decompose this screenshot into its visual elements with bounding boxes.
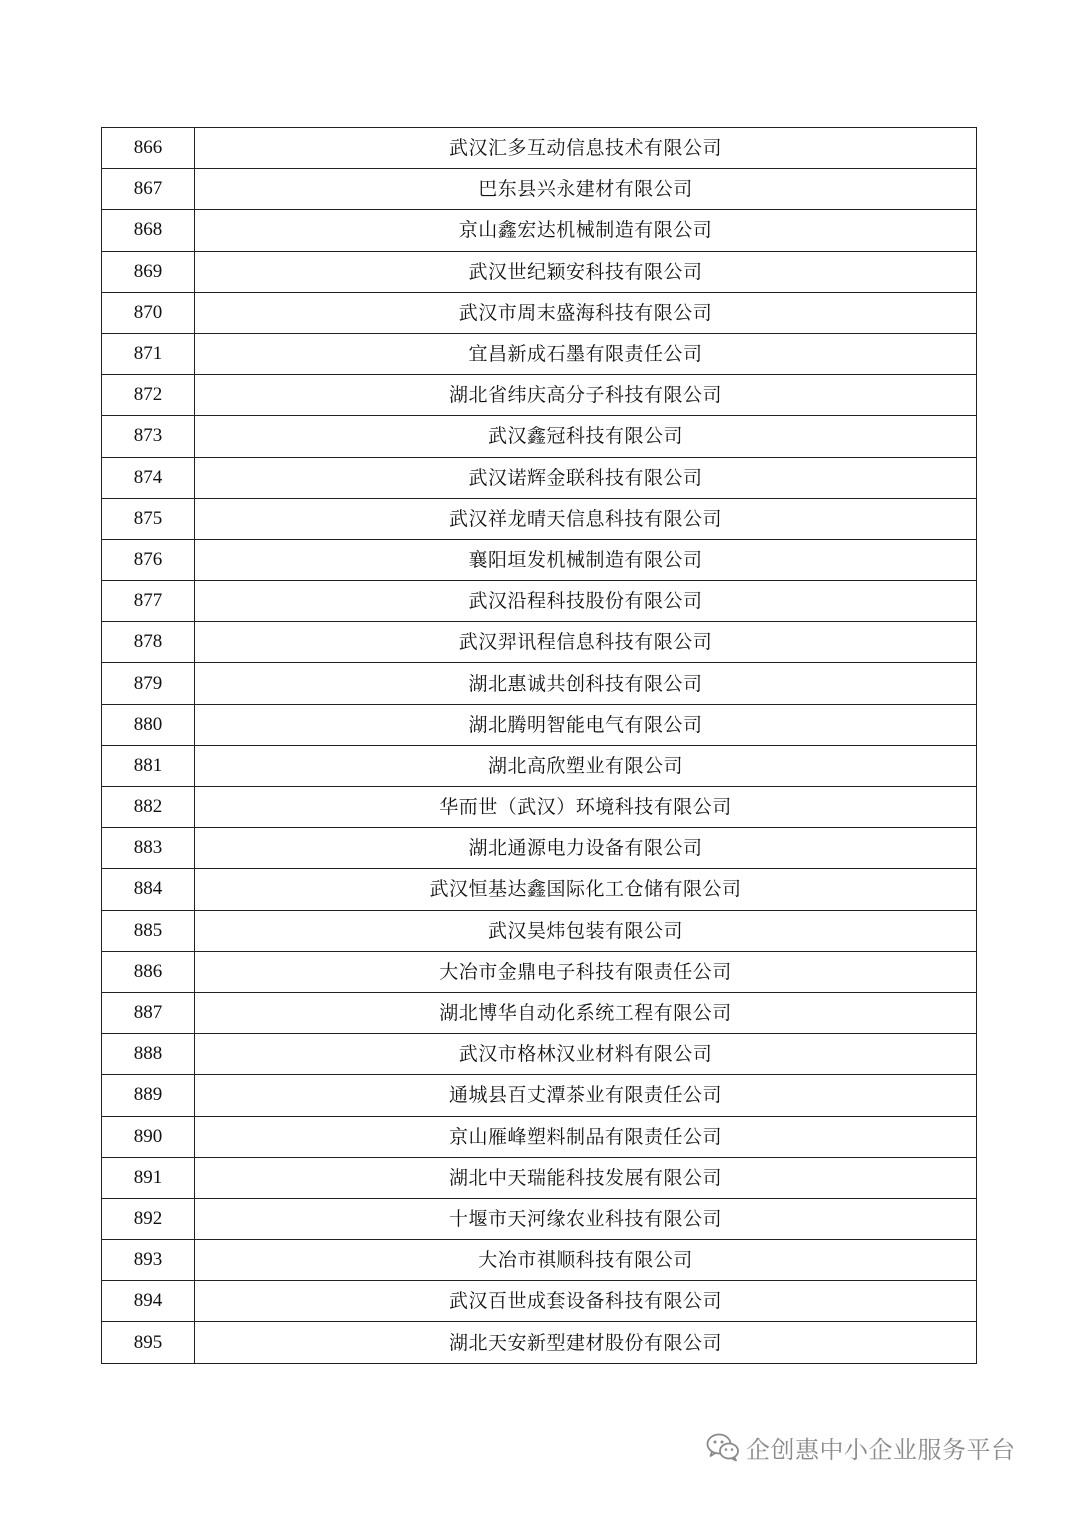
company-name-cell: 湖北高欣塑业有限公司 <box>195 745 977 786</box>
row-number-cell: 893 <box>102 1240 195 1281</box>
table-row <box>102 704 977 745</box>
row-number-cell: 880 <box>102 704 195 745</box>
company-name-cell: 武汉羿讯程信息科技有限公司 <box>195 622 977 663</box>
company-name-cell: 京山鑫宏达机械制造有限公司 <box>195 210 977 251</box>
row-number-cell: 870 <box>102 292 195 333</box>
company-name-cell: 京山雁峰塑料制品有限责任公司 <box>195 1116 977 1157</box>
table-row <box>102 416 977 457</box>
table-row <box>102 1198 977 1239</box>
table-row <box>102 663 977 704</box>
table-row <box>102 333 977 374</box>
row-number-cell: 883 <box>102 828 195 869</box>
company-name-cell: 武汉市格林汉业材料有限公司 <box>195 1034 977 1075</box>
table-row <box>102 1281 977 1322</box>
watermark <box>706 1427 1016 1467</box>
company-name-cell: 宜昌新成石墨有限责任公司 <box>195 333 977 374</box>
company-name-cell: 湖北腾明智能电气有限公司 <box>195 704 977 745</box>
row-number-cell: 885 <box>102 910 195 951</box>
company-name-cell: 襄阳垣发机械制造有限公司 <box>195 539 977 580</box>
row-number-cell: 892 <box>102 1198 195 1239</box>
company-name-cell: 武汉昊炜包装有限公司 <box>195 910 977 951</box>
table-row <box>102 745 977 786</box>
table-row <box>102 210 977 251</box>
company-name-cell: 湖北中天瑞能科技发展有限公司 <box>195 1157 977 1198</box>
company-name-cell: 通城县百丈潭茶业有限责任公司 <box>195 1075 977 1116</box>
table-row <box>102 457 977 498</box>
company-name-cell: 湖北博华自动化系统工程有限公司 <box>195 992 977 1033</box>
wechat-icon <box>706 1432 740 1462</box>
table-row <box>102 128 977 169</box>
table-row <box>102 169 977 210</box>
row-number-cell: 895 <box>102 1322 195 1363</box>
company-name-cell: 武汉百世成套设备科技有限公司 <box>195 1281 977 1322</box>
row-number-cell: 882 <box>102 787 195 828</box>
company-name-cell: 武汉鑫冠科技有限公司 <box>195 416 977 457</box>
row-number-cell: 876 <box>102 539 195 580</box>
company-name-cell: 湖北通源电力设备有限公司 <box>195 828 977 869</box>
row-number-cell: 891 <box>102 1157 195 1198</box>
table-row <box>102 539 977 580</box>
row-number-cell: 884 <box>102 869 195 910</box>
row-number-cell: 881 <box>102 745 195 786</box>
company-name-cell: 大冶市金鼎电子科技有限责任公司 <box>195 951 977 992</box>
company-name-cell: 武汉市周末盛海科技有限公司 <box>195 292 977 333</box>
company-name-cell: 武汉诺辉金联科技有限公司 <box>195 457 977 498</box>
table-row <box>102 1034 977 1075</box>
table-row <box>102 951 977 992</box>
company-name-cell: 巴东县兴永建材有限公司 <box>195 169 977 210</box>
company-name-cell: 湖北省纬庆高分子科技有限公司 <box>195 375 977 416</box>
row-number-cell: 894 <box>102 1281 195 1322</box>
company-name-cell: 武汉祥龙晴天信息科技有限公司 <box>195 498 977 539</box>
company-list-table <box>101 127 977 1364</box>
company-name-cell: 武汉汇多互动信息技术有限公司 <box>195 128 977 169</box>
table-row <box>102 869 977 910</box>
table-body <box>102 128 977 1364</box>
table-row <box>102 910 977 951</box>
row-number-cell: 871 <box>102 333 195 374</box>
row-number-cell: 887 <box>102 992 195 1033</box>
company-name-cell: 华而世（武汉）环境科技有限公司 <box>195 787 977 828</box>
table-row <box>102 622 977 663</box>
row-number-cell: 890 <box>102 1116 195 1157</box>
row-number-cell: 878 <box>102 622 195 663</box>
row-number-cell: 872 <box>102 375 195 416</box>
company-name-cell: 大冶市祺顺科技有限公司 <box>195 1240 977 1281</box>
row-number-cell: 873 <box>102 416 195 457</box>
company-name-cell: 武汉恒基达鑫国际化工仓储有限公司 <box>195 869 977 910</box>
table-row <box>102 992 977 1033</box>
table-row <box>102 1157 977 1198</box>
table-row <box>102 292 977 333</box>
row-number-cell: 879 <box>102 663 195 704</box>
company-name-cell: 湖北天安新型建材股份有限公司 <box>195 1322 977 1363</box>
table-row <box>102 375 977 416</box>
row-number-cell: 888 <box>102 1034 195 1075</box>
company-name-cell: 十堰市天河缘农业科技有限公司 <box>195 1198 977 1239</box>
row-number-cell: 875 <box>102 498 195 539</box>
table-row <box>102 1322 977 1363</box>
table-row <box>102 498 977 539</box>
table-row <box>102 251 977 292</box>
row-number-cell: 869 <box>102 251 195 292</box>
table-row <box>102 1075 977 1116</box>
company-list-table-container <box>101 127 977 1364</box>
table-row <box>102 828 977 869</box>
watermark-text: 企创惠中小企业服务平台 <box>746 1435 1016 1464</box>
table-row <box>102 1240 977 1281</box>
row-number-cell: 889 <box>102 1075 195 1116</box>
row-number-cell: 868 <box>102 210 195 251</box>
table-row <box>102 581 977 622</box>
table-row <box>102 787 977 828</box>
row-number-cell: 874 <box>102 457 195 498</box>
row-number-cell: 866 <box>102 128 195 169</box>
company-name-cell: 武汉沿程科技股份有限公司 <box>195 581 977 622</box>
row-number-cell: 877 <box>102 581 195 622</box>
table-row <box>102 1116 977 1157</box>
row-number-cell: 867 <box>102 169 195 210</box>
company-name-cell: 湖北惠诚共创科技有限公司 <box>195 663 977 704</box>
company-name-cell: 武汉世纪颖安科技有限公司 <box>195 251 977 292</box>
row-number-cell: 886 <box>102 951 195 992</box>
